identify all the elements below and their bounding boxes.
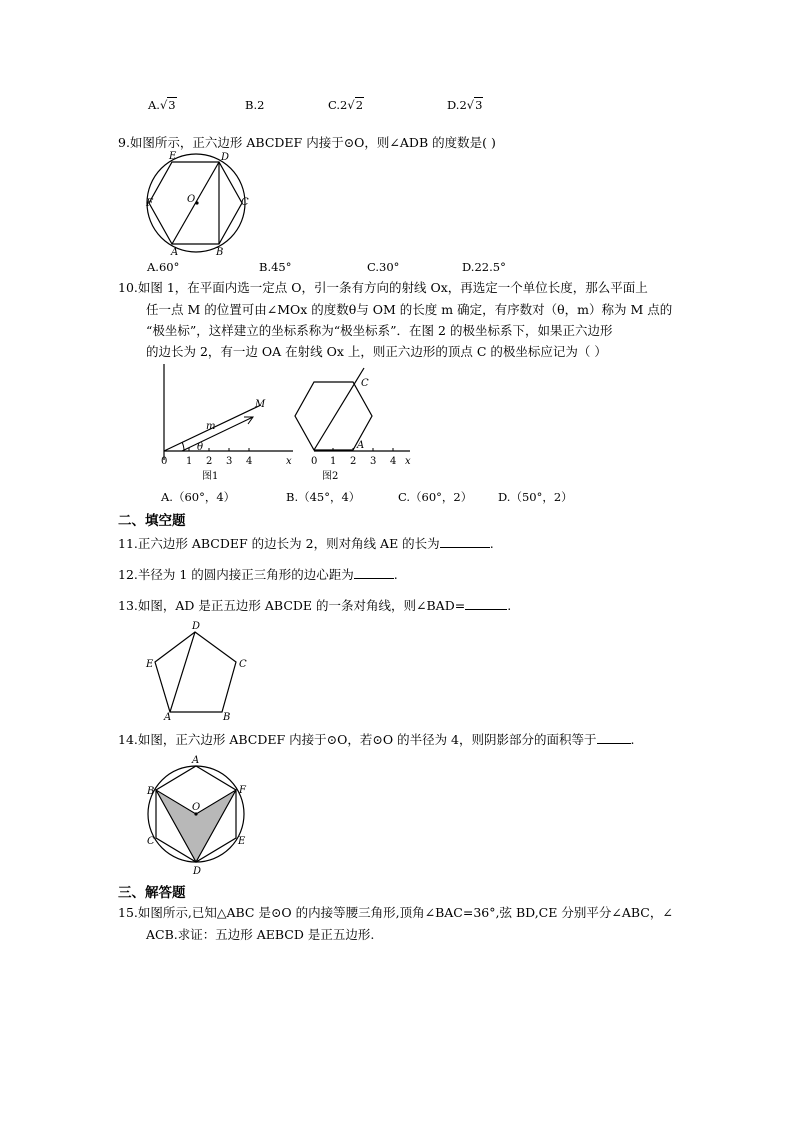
q12-end: . — [393, 567, 398, 582]
q14-label-d: D — [193, 866, 202, 877]
q9-label-f: F — [146, 198, 153, 209]
q9-option-b: B.45° — [259, 260, 292, 274]
q10-option-d: D.（50°，2） — [498, 490, 573, 504]
q13-label-a: A — [164, 712, 172, 723]
q11 — [118, 535, 494, 553]
q9-label-d: D — [221, 152, 230, 163]
q13-answer-blank[interactable] — [465, 597, 507, 610]
q8-option-b — [245, 98, 264, 112]
q12 — [118, 566, 398, 584]
q9-figure — [140, 152, 260, 262]
q14-end: . — [630, 732, 635, 747]
sqrt-sign: √3 — [159, 98, 176, 112]
q9-option-c: C.30° — [367, 260, 400, 274]
fig2-tick-label-0: 0 — [311, 456, 318, 467]
fig1-label-m-point: M — [255, 399, 266, 410]
fig1-caption: 图1 — [202, 471, 219, 482]
fig1-tick-label-1: 1 — [186, 456, 193, 467]
q13-label-e: E — [146, 659, 154, 670]
q13-end: . — [507, 598, 512, 613]
fig1-tick-label-4: 4 — [246, 456, 253, 467]
fig2-tick-label-3: 3 — [370, 456, 377, 467]
q8-option-d-radicand: 3 — [475, 98, 483, 112]
q8-option-c-prefix: C.2 — [328, 98, 348, 112]
q13-label-d: D — [192, 621, 201, 632]
fig1-angle-arc — [182, 442, 184, 451]
q14-label-e: E — [238, 836, 246, 847]
q9-label-o: O — [187, 194, 196, 205]
q8-option-d — [447, 98, 483, 112]
q11-answer-blank[interactable] — [440, 535, 490, 548]
q9-label-e: E — [169, 151, 177, 162]
q9-label-a: A — [171, 247, 179, 258]
q14-label-a: A — [192, 755, 200, 766]
q10-option-b: B.（45°，4） — [286, 490, 361, 504]
q15-line-1: 15.如图所示,已知△ABC 是⊙O 的内接等腰三角形,顶角∠BAC=36°,弦 BD,CE 分别平分∠ABC，∠ — [118, 905, 673, 920]
q14-label-o: O — [192, 802, 201, 813]
fig1-label-m: m — [206, 421, 216, 432]
q8-option-a — [148, 98, 177, 112]
fig2-label-a: A — [357, 440, 365, 451]
section-3-heading: 三、解答题 — [118, 885, 186, 901]
q14-figure — [144, 756, 256, 878]
q14-answer-blank[interactable] — [597, 731, 631, 744]
q8-option-d-prefix: D.2 — [447, 98, 467, 112]
fig2-label-c: C — [361, 378, 369, 389]
q8-option-c-radicand: 2 — [355, 98, 364, 112]
fig1-tick-label-2: 2 — [206, 456, 213, 467]
fig1-label-theta: θ — [197, 442, 204, 453]
q9-label-b: B — [216, 247, 224, 258]
q13 — [118, 597, 511, 615]
section-2-heading: 二、填空题 — [118, 513, 186, 529]
q9-option-d: D.22.5° — [462, 260, 506, 274]
fig2-tick-label-1: 1 — [330, 456, 337, 467]
sqrt-sign: √3 — [466, 98, 483, 112]
q10-option-c: C.（60°，2） — [398, 490, 473, 504]
q14-label-c: C — [147, 836, 155, 847]
q9-stem: 9.如图所示，正六边形 ABCDEF 内接于⊙O，则∠ADB 的度数是( ) — [118, 135, 496, 150]
q9-option-a: A.60° — [147, 260, 180, 274]
q13-label-b: B — [223, 712, 231, 723]
q10-line-2: 任一点 M 的位置可由∠MOx 的度数θ与 OM 的长度 m 确定，有序数对（θ，m）称为 M 点的 — [146, 302, 673, 317]
q12-answer-blank[interactable] — [354, 566, 394, 579]
fig2-label-x: x — [405, 456, 411, 467]
q15-line-2: ACB.求证：五边形 AEBCD 是正五边形. — [146, 927, 375, 942]
q10-line-3: “极坐标”，这样建立的坐标系称为“极坐标系”．在图 2 的极坐标系下，如果正六边形 — [146, 323, 613, 338]
fig2-caption: 图2 — [322, 471, 339, 482]
q13-text: 13.如图，AD 是正五边形 ABCDE 的一条对角线，则∠BAD= — [118, 598, 466, 613]
q10-figures — [158, 364, 413, 486]
fig1-tick-label-3: 3 — [226, 456, 233, 467]
q8-option-c — [328, 98, 364, 112]
q8-option-b-text: B.2 — [245, 98, 265, 112]
q13-pentagon — [155, 632, 236, 712]
sqrt-sign: √2 — [347, 98, 364, 112]
q14-label-b: B — [147, 786, 155, 797]
q14 — [118, 731, 634, 749]
fig2-diagonal-oc — [314, 368, 364, 450]
q14-text: 14.如图，正六边形 ABCDEF 内接于⊙O，若⊙O 的半径为 4，则阴影部分的面积等于 — [118, 732, 597, 747]
fig1-m-arrow — [182, 417, 253, 451]
q12-text: 12.半径为 1 的圆内接正三角形的边心距为 — [118, 567, 354, 582]
q10-option-a: A.（60°，4） — [161, 490, 236, 504]
q14-shaded-region — [156, 790, 236, 862]
q13-figure — [144, 622, 254, 724]
q11-text: 11.正六边形 ABCDEF 的边长为 2，则对角线 AE 的长为 — [118, 536, 440, 551]
q13-diagonal-ad — [170, 632, 195, 712]
fig1-label-x: x — [286, 456, 292, 467]
q10-line-4: 的边长为 2，有一边 OA 在射线 Ox 上，则正六边形的顶点 C 的极坐标应记为（ ） — [146, 344, 607, 359]
q8-option-a-radicand: 3 — [168, 98, 176, 112]
q10-line-1: 10.如图 1，在平面内选一定点 O，引一条有方向的射线 Ox，再选定一个单位长度，那么平面上 — [118, 280, 648, 295]
fig1-tick-label-0: 0 — [161, 456, 168, 467]
fig2-tick-label-4: 4 — [390, 456, 397, 467]
q14-label-f: F — [239, 785, 246, 796]
q9-label-c: C — [241, 197, 249, 208]
fig2-tick-label-2: 2 — [350, 456, 357, 467]
q9-center-dot — [195, 201, 198, 204]
q11-end: . — [489, 536, 494, 551]
q8-option-a-prefix: A. — [148, 98, 160, 112]
q13-label-c: C — [239, 659, 247, 670]
